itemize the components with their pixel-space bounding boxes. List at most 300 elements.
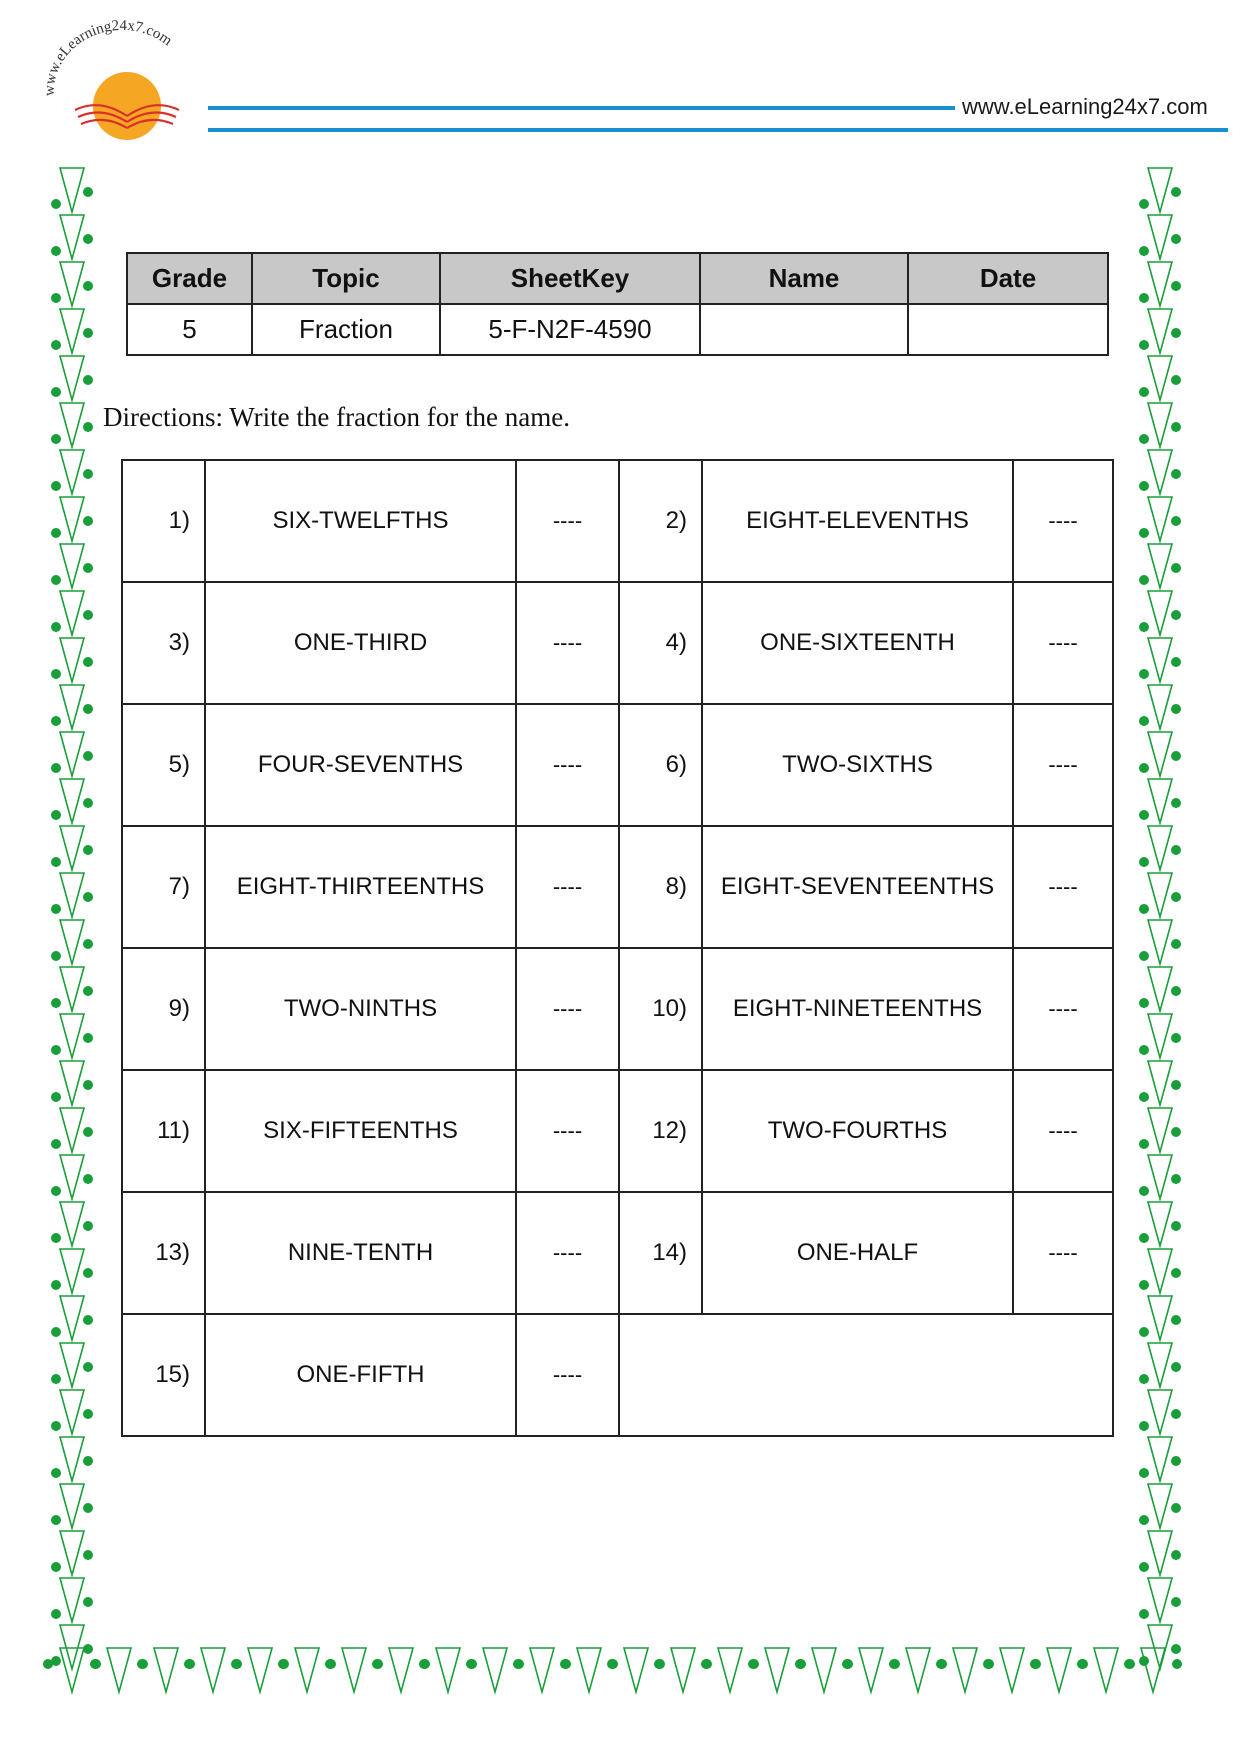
border-dot	[83, 1127, 93, 1137]
border-triangle	[1148, 967, 1172, 1011]
border-triangle	[624, 1648, 648, 1692]
border-dot	[83, 1597, 93, 1607]
border-dot	[83, 469, 93, 479]
border-dot	[231, 1659, 241, 1669]
border-dot	[51, 246, 61, 256]
question-number: 3)	[122, 582, 205, 704]
border-triangle	[1148, 1155, 1172, 1199]
border-dot	[137, 1659, 147, 1669]
question-text: EIGHT-SEVENTEENTHS	[702, 826, 1013, 948]
question-text: ONE-THIRD	[205, 582, 516, 704]
border-dot	[1139, 1515, 1149, 1525]
border-dot	[51, 951, 61, 961]
border-dot	[51, 1280, 61, 1290]
directions-text: Directions: Write the fraction for the name.	[103, 402, 570, 432]
grade-value: 5	[127, 304, 252, 355]
border-dot	[1139, 293, 1149, 303]
answer-blank[interactable]: ----	[516, 704, 619, 826]
border-dot	[1139, 434, 1149, 444]
border-triangle	[60, 920, 84, 964]
border-dot	[51, 1609, 61, 1619]
border-dot	[51, 810, 61, 820]
border-dot	[51, 1468, 61, 1478]
answer-blank[interactable]: ----	[516, 826, 619, 948]
question-number: 12)	[619, 1070, 702, 1192]
border-triangle	[60, 497, 84, 541]
border-triangle	[1000, 1648, 1024, 1692]
border-triangle	[201, 1648, 225, 1692]
border-dot	[83, 1550, 93, 1560]
border-dot	[51, 293, 61, 303]
border-dot	[1139, 1421, 1149, 1431]
question-text: FOUR-SEVENTHS	[205, 704, 516, 826]
border-dot	[51, 481, 61, 491]
grade-header: Grade	[127, 253, 252, 304]
border-triangle	[1148, 1531, 1172, 1575]
border-dot	[1077, 1659, 1087, 1669]
border-triangle	[1148, 873, 1172, 917]
border-dot	[1139, 1233, 1149, 1243]
sheetkey-value: 5-F-N2F-4590	[440, 304, 700, 355]
border-dot	[1139, 763, 1149, 773]
table-row	[122, 582, 1113, 704]
border-dot	[51, 763, 61, 773]
border-triangle	[60, 450, 84, 494]
border-dot	[83, 234, 93, 244]
border-triangle	[60, 309, 84, 353]
border-triangle	[60, 1343, 84, 1387]
answer-blank[interactable]: ----	[516, 948, 619, 1070]
question-text: TWO-NINTHS	[205, 948, 516, 1070]
border-dot	[83, 1409, 93, 1419]
border-dot	[51, 669, 61, 679]
border-triangle	[60, 591, 84, 635]
border-dot	[83, 751, 93, 761]
border-dot	[372, 1659, 382, 1669]
name-field[interactable]	[700, 304, 908, 355]
border-dot	[1171, 469, 1181, 479]
question-text: EIGHT-ELEVENTHS	[702, 460, 1013, 582]
border-triangle	[389, 1648, 413, 1692]
border-dot	[1171, 1268, 1181, 1278]
answer-blank[interactable]: ----	[1013, 1192, 1113, 1314]
answer-blank[interactable]: ----	[516, 582, 619, 704]
border-triangle	[1148, 1061, 1172, 1105]
border-dot	[1171, 281, 1181, 291]
border-dot	[1139, 199, 1149, 209]
border-dot	[1171, 1174, 1181, 1184]
border-dot	[466, 1659, 476, 1669]
border-dot	[1171, 234, 1181, 244]
border-dot	[51, 387, 61, 397]
border-dot	[1139, 1468, 1149, 1478]
border-triangle	[1148, 215, 1172, 259]
border-dot	[1139, 1374, 1149, 1384]
border-triangle	[60, 779, 84, 823]
question-text: EIGHT-NINETEENTHS	[702, 948, 1013, 1070]
border-triangle	[765, 1648, 789, 1692]
border-dot	[1171, 1503, 1181, 1513]
border-triangle	[436, 1648, 460, 1692]
border-dot	[1139, 669, 1149, 679]
border-triangle	[1148, 920, 1172, 964]
answer-blank[interactable]: ----	[1013, 704, 1113, 826]
date-field[interactable]	[908, 304, 1108, 355]
question-text: ONE-SIXTEENTH	[702, 582, 1013, 704]
question-text: TWO-FOURTHS	[702, 1070, 1013, 1192]
border-dot	[51, 340, 61, 350]
border-triangle	[107, 1648, 131, 1692]
border-dot	[83, 1456, 93, 1466]
border-triangle	[60, 1108, 84, 1152]
border-dot	[1171, 1409, 1181, 1419]
border-triangle	[1148, 497, 1172, 541]
border-dot	[1171, 657, 1181, 667]
border-dot	[1139, 1327, 1149, 1337]
question-text: ONE-HALF	[702, 1192, 1013, 1314]
border-triangle	[248, 1648, 272, 1692]
question-text: SIX-TWELFTHS	[205, 460, 516, 582]
border-dot	[1139, 951, 1149, 961]
border-triangle	[1148, 168, 1172, 212]
border-triangle	[906, 1648, 930, 1692]
border-triangle	[1148, 732, 1172, 776]
border-dot	[83, 704, 93, 714]
border-dot	[1171, 1080, 1181, 1090]
border-dot	[83, 1174, 93, 1184]
empty-cell	[619, 1314, 1113, 1436]
border-triangle	[1148, 1249, 1172, 1293]
answer-blank[interactable]: ----	[516, 1070, 619, 1192]
border-dot	[1139, 716, 1149, 726]
border-triangle	[60, 262, 84, 306]
border-dot	[90, 1659, 100, 1669]
border-dot	[1171, 1550, 1181, 1560]
answer-blank[interactable]: ----	[1013, 1070, 1113, 1192]
site-url[interactable]: www.eLearning24x7.com	[962, 94, 1208, 119]
sheet-info-header-row	[127, 253, 1108, 304]
border-triangle	[60, 1390, 84, 1434]
answer-blank[interactable]: ----	[1013, 948, 1113, 1070]
border-dot	[607, 1659, 617, 1669]
border-triangle	[1148, 1484, 1172, 1528]
border-triangle	[295, 1648, 319, 1692]
border-dot	[83, 516, 93, 526]
border-dot	[51, 1092, 61, 1102]
border-triangle	[577, 1648, 601, 1692]
border-triangle	[60, 403, 84, 447]
answer-blank[interactable]: ----	[516, 1314, 619, 1436]
sheet-info-value-row	[127, 304, 1108, 355]
border-dot	[51, 1327, 61, 1337]
border-triangle	[60, 1155, 84, 1199]
question-number: 11)	[122, 1070, 205, 1192]
border-dot	[1171, 1315, 1181, 1325]
border-dot	[1139, 340, 1149, 350]
question-number: 13)	[122, 1192, 205, 1314]
border-dot	[51, 1139, 61, 1149]
border-triangle	[60, 732, 84, 776]
border-dot	[278, 1659, 288, 1669]
border-triangle	[60, 638, 84, 682]
sheet-info-table	[126, 252, 1109, 356]
border-dot	[654, 1659, 664, 1669]
border-dot	[1139, 1609, 1149, 1619]
border-triangle	[1148, 1343, 1172, 1387]
border-dot	[83, 1080, 93, 1090]
border-dot	[83, 1221, 93, 1231]
border-triangle	[154, 1648, 178, 1692]
border-dot	[1139, 528, 1149, 538]
border-dot	[1171, 1362, 1181, 1372]
topic-value: Fraction	[252, 304, 440, 355]
border-dot	[83, 281, 93, 291]
answer-blank[interactable]: ----	[516, 460, 619, 582]
border-dot	[51, 1515, 61, 1525]
table-row	[122, 704, 1113, 826]
border-dot	[1171, 422, 1181, 432]
border-triangle	[1148, 1202, 1172, 1246]
border-dot	[1171, 516, 1181, 526]
border-triangle	[60, 873, 84, 917]
border-triangle	[1148, 403, 1172, 447]
border-dot	[83, 986, 93, 996]
border-dot	[983, 1659, 993, 1669]
border-dot	[83, 892, 93, 902]
question-text: NINE-TENTH	[205, 1192, 516, 1314]
border-triangle	[60, 1437, 84, 1481]
question-number: 5)	[122, 704, 205, 826]
border-dot	[51, 1421, 61, 1431]
border-dot	[889, 1659, 899, 1669]
border-triangle	[483, 1648, 507, 1692]
border-dot	[83, 1033, 93, 1043]
border-dot	[51, 716, 61, 726]
border-dot	[83, 187, 93, 197]
border-dot	[1139, 1562, 1149, 1572]
border-dot	[83, 1315, 93, 1325]
border-dot	[1171, 1221, 1181, 1231]
name-header: Name	[700, 253, 908, 304]
border-dot	[419, 1659, 429, 1669]
border-dot	[1171, 375, 1181, 385]
border-dot	[83, 657, 93, 667]
border-dot	[1139, 575, 1149, 585]
border-triangle	[60, 685, 84, 729]
border-dot	[1171, 1597, 1181, 1607]
table-row	[122, 1314, 1113, 1436]
border-triangle	[60, 544, 84, 588]
border-triangle	[1094, 1648, 1118, 1692]
border-dot	[1171, 939, 1181, 949]
border-dot	[51, 904, 61, 914]
border-triangle	[1047, 1648, 1071, 1692]
border-dot	[701, 1659, 711, 1669]
border-dot	[1030, 1659, 1040, 1669]
border-dot	[51, 1233, 61, 1243]
border-dot	[1171, 328, 1181, 338]
border-dot	[1139, 810, 1149, 820]
border-triangle	[60, 356, 84, 400]
border-dot	[1171, 1033, 1181, 1043]
border-dot	[1139, 1139, 1149, 1149]
border-dot	[51, 1186, 61, 1196]
border-triangle	[1148, 450, 1172, 494]
question-number: 2)	[619, 460, 702, 582]
border-triangle	[1148, 544, 1172, 588]
border-dot	[51, 199, 61, 209]
border-dot	[83, 1362, 93, 1372]
border-triangle	[60, 1061, 84, 1105]
border-dot	[51, 1374, 61, 1384]
border-dot	[83, 845, 93, 855]
border-triangle	[718, 1648, 742, 1692]
border-triangle	[60, 215, 84, 259]
border-dot	[560, 1659, 570, 1669]
border-dot	[1171, 986, 1181, 996]
border-dot	[51, 622, 61, 632]
border-dot	[51, 998, 61, 1008]
border-dot	[83, 939, 93, 949]
border-dot	[1171, 1644, 1181, 1654]
border-triangle	[60, 967, 84, 1011]
border-dot	[83, 798, 93, 808]
border-dot	[184, 1659, 194, 1669]
border-triangle	[1148, 309, 1172, 353]
border-triangle	[1148, 1390, 1172, 1434]
border-dot	[83, 422, 93, 432]
border-dot	[1171, 798, 1181, 808]
border-dot	[325, 1659, 335, 1669]
border-triangle	[60, 1014, 84, 1058]
questions-table	[121, 459, 1114, 1437]
question-number: 15)	[122, 1314, 205, 1436]
border-dot	[43, 1659, 53, 1669]
border-triangle	[1148, 356, 1172, 400]
border-dot	[83, 1503, 93, 1513]
border-dot	[1139, 1280, 1149, 1290]
border-triangle	[1148, 1296, 1172, 1340]
border-triangle	[60, 1249, 84, 1293]
border-dot	[795, 1659, 805, 1669]
border-dot	[1172, 1659, 1182, 1669]
border-dot	[83, 375, 93, 385]
border-dot	[1139, 998, 1149, 1008]
border-triangle	[1148, 685, 1172, 729]
question-number: 10)	[619, 948, 702, 1070]
border-triangle	[60, 1202, 84, 1246]
border-triangle	[859, 1648, 883, 1692]
table-row	[122, 1192, 1113, 1314]
border-dot	[1139, 1092, 1149, 1102]
border-triangle	[1148, 638, 1172, 682]
border-dot	[1171, 1456, 1181, 1466]
table-row	[122, 948, 1113, 1070]
border-triangle	[671, 1648, 695, 1692]
border-triangle	[342, 1648, 366, 1692]
border-dot	[1171, 187, 1181, 197]
border-dot	[83, 610, 93, 620]
header-rules	[0, 0, 1241, 160]
border-triangle	[1148, 1625, 1172, 1669]
answer-blank[interactable]: ----	[1013, 826, 1113, 948]
border-triangle	[1148, 1578, 1172, 1622]
border-dot	[1139, 481, 1149, 491]
border-dot	[936, 1659, 946, 1669]
border-triangle	[1148, 826, 1172, 870]
border-triangle	[60, 168, 84, 212]
logo-arc-text: www.eLearning24x7.com	[41, 18, 175, 97]
border-dot	[1139, 1045, 1149, 1055]
question-number: 4)	[619, 582, 702, 704]
answer-blank[interactable]: ----	[516, 1192, 619, 1314]
border-triangle	[60, 1531, 84, 1575]
question-text: ONE-FIFTH	[205, 1314, 516, 1436]
answer-blank[interactable]: ----	[1013, 460, 1113, 582]
border-dot	[1139, 904, 1149, 914]
border-dot	[83, 563, 93, 573]
border-dot	[51, 857, 61, 867]
border-dot	[1171, 563, 1181, 573]
question-number: 9)	[122, 948, 205, 1070]
border-dot	[1139, 387, 1149, 397]
border-triangle	[60, 826, 84, 870]
border-triangle	[1148, 779, 1172, 823]
border-dot	[1171, 845, 1181, 855]
border-dot	[83, 328, 93, 338]
question-number: 1)	[122, 460, 205, 582]
border-dot	[748, 1659, 758, 1669]
question-number: 8)	[619, 826, 702, 948]
border-triangle	[1148, 262, 1172, 306]
border-dot	[1171, 892, 1181, 902]
border-dot	[1139, 622, 1149, 632]
border-dot	[51, 1045, 61, 1055]
border-dot	[1139, 857, 1149, 867]
border-triangle	[1148, 591, 1172, 635]
border-dot	[83, 1268, 93, 1278]
date-header: Date	[908, 253, 1108, 304]
border-dot	[51, 434, 61, 444]
question-number: 6)	[619, 704, 702, 826]
sheetkey-header: SheetKey	[440, 253, 700, 304]
border-triangle	[1148, 1108, 1172, 1152]
table-row	[122, 460, 1113, 582]
table-row	[122, 1070, 1113, 1192]
border-triangle	[60, 1296, 84, 1340]
question-text: TWO-SIXTHS	[702, 704, 1013, 826]
topic-header: Topic	[252, 253, 440, 304]
question-number: 14)	[619, 1192, 702, 1314]
border-triangle	[1141, 1648, 1165, 1692]
border-triangle	[60, 1484, 84, 1528]
border-triangle	[1148, 1437, 1172, 1481]
border-dot	[51, 575, 61, 585]
answer-blank[interactable]: ----	[1013, 582, 1113, 704]
border-dot	[1139, 1186, 1149, 1196]
question-text: SIX-FIFTEENTHS	[205, 1070, 516, 1192]
border-triangle	[953, 1648, 977, 1692]
border-dot	[1124, 1659, 1134, 1669]
border-dot	[1139, 246, 1149, 256]
border-triangle	[1148, 1014, 1172, 1058]
border-dot	[1171, 751, 1181, 761]
border-triangle	[530, 1648, 554, 1692]
border-triangle	[60, 1578, 84, 1622]
border-dot	[1171, 610, 1181, 620]
question-number: 7)	[122, 826, 205, 948]
border-dot	[842, 1659, 852, 1669]
